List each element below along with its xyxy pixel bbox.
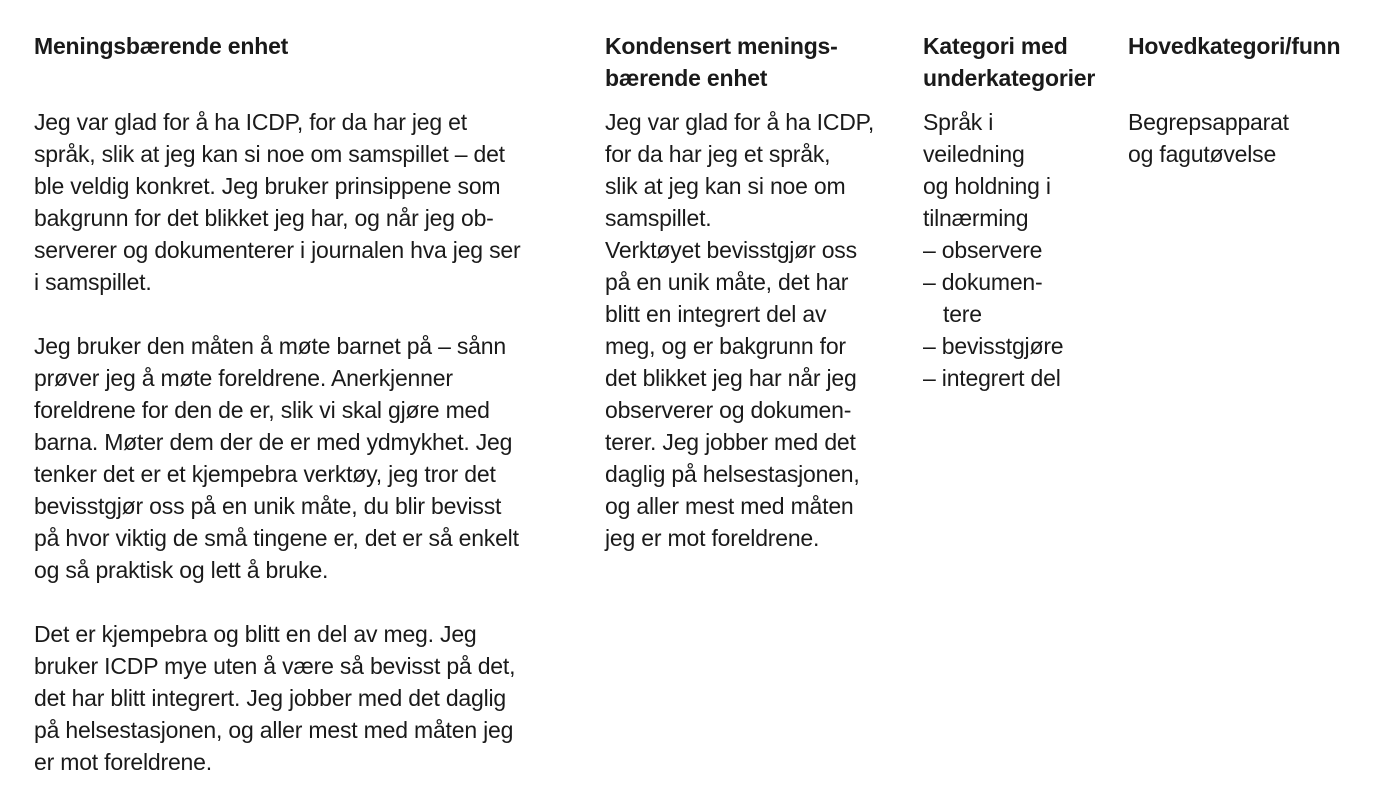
text-line: det blikket jeg har når jeg — [605, 365, 857, 391]
text-line: i samspillet. — [34, 269, 152, 295]
text-line: på helsestasjonen, og aller mest med måten jeg — [34, 717, 514, 743]
text-line: barna. Møter dem der de er med ydmykhet. Jeg — [34, 429, 513, 455]
subcategory-item: – dokumen- — [923, 269, 1043, 295]
text-line: er mot foreldrene. — [34, 749, 212, 775]
text-line: tenker det er et kjempebra verktøy, jeg tror det — [34, 461, 496, 487]
column-header — [34, 30, 574, 94]
column-header — [923, 30, 1113, 94]
paragraph — [34, 106, 574, 298]
text-line: for da har jeg et språk, — [605, 141, 831, 167]
column-condensed-units — [605, 30, 895, 554]
text-line: jeg er mot foreldrene. — [605, 525, 820, 551]
text-line: det har blitt integrert. Jeg jobber med det daglig — [34, 685, 507, 711]
header-line: Meningsbærende enhet — [34, 33, 289, 59]
text-line: tilnærming — [923, 205, 1029, 231]
text-line: og aller mest med måten — [605, 493, 854, 519]
column-body — [923, 106, 1113, 394]
text-line: Jeg var glad for å ha ICDP, — [605, 109, 875, 135]
paragraph — [34, 618, 574, 778]
column-meaning-units — [34, 30, 574, 778]
column-body — [605, 106, 895, 554]
text-line: språk, slik at jeg kan si noe om samspillet – det — [34, 141, 505, 167]
text-line: serverer og dokumenterer i journalen hva jeg ser — [34, 237, 521, 263]
text-line: terer. Jeg jobber med det — [605, 429, 856, 455]
text-line: Begrepsapparat — [1128, 109, 1289, 135]
text-line: og fagutøvelse — [1128, 141, 1277, 167]
subcategory-item-continuation: tere — [943, 301, 982, 327]
text-line: og så praktisk og lett å bruke. — [34, 557, 329, 583]
text-line: på en unik måte, det har — [605, 269, 849, 295]
text-line: Verktøyet bevisstgjør oss — [605, 237, 857, 263]
text-line: daglig på helsestasjonen, — [605, 461, 860, 487]
text-line: Jeg var glad for å ha ICDP, for da har jeg et — [34, 109, 467, 135]
text-line: prøver jeg å møte foreldrene. Anerkjenner — [34, 365, 453, 391]
text-line: Jeg bruker den måten å møte barnet på – sånn — [34, 333, 506, 359]
text-line: observerer og dokumen- — [605, 397, 852, 423]
column-main-category — [1128, 30, 1374, 170]
text-line: ble veldig konkret. Jeg bruker prinsippene som — [34, 173, 501, 199]
text-line: veiledning — [923, 141, 1025, 167]
paragraph — [34, 330, 574, 586]
text-line: samspillet. — [605, 205, 712, 231]
text-line: meg, og er bakgrunn for — [605, 333, 846, 359]
text-line: bruker ICDP mye uten å være så bevisst på det, — [34, 653, 516, 679]
text-line: bakgrunn for det blikket jeg har, og når jeg ob- — [34, 205, 494, 231]
analysis-table — [34, 30, 1374, 780]
column-body — [34, 106, 574, 778]
subcategory-item: – integrert del — [923, 365, 1061, 391]
subcategory-item: – observere — [923, 237, 1043, 263]
header-line: bærende enhet — [605, 65, 768, 91]
subcategory-item: – bevisstgjøre — [923, 333, 1064, 359]
header-line: Kategori med — [923, 33, 1068, 59]
text-line: og holdning i — [923, 173, 1051, 199]
text-line: på hvor viktig de små tingene er, det er så enkelt — [34, 525, 519, 551]
column-header — [1128, 30, 1374, 94]
header-line: Hovedkategori/funn — [1128, 33, 1341, 59]
text-line: Det er kjempebra og blitt en del av meg. Jeg — [34, 621, 477, 647]
text-line: foreldrene for den de er, slik vi skal gjøre med — [34, 397, 490, 423]
text-line: Språk i — [923, 109, 994, 135]
header-line: Kondensert menings- — [605, 33, 838, 59]
header-line: underkategorier — [923, 65, 1096, 91]
column-header — [605, 30, 895, 94]
column-categories — [923, 30, 1113, 394]
text-line: blitt en integrert del av — [605, 301, 827, 327]
column-body — [1128, 106, 1374, 170]
text-line: slik at jeg kan si noe om — [605, 173, 846, 199]
text-line: bevisstgjør oss på en unik måte, du blir bevisst — [34, 493, 502, 519]
